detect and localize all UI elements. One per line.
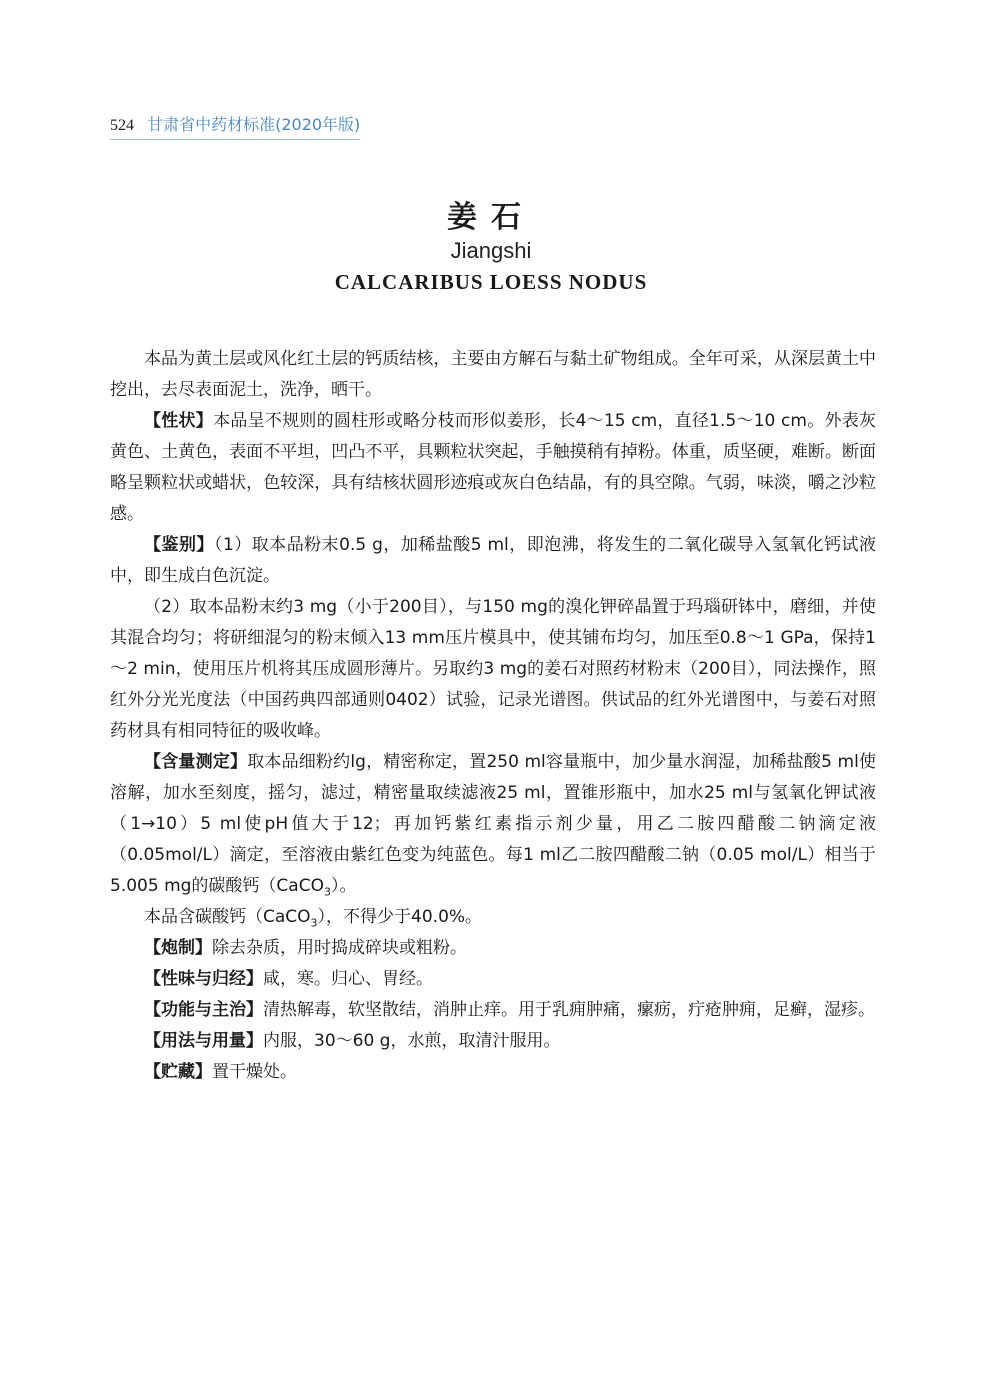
- property-paragraph: [110, 964, 876, 995]
- description-paragraph: [110, 406, 876, 530]
- storage-text: 置干燥处。: [212, 1062, 297, 1082]
- description-text: 本品呈不规则的圆柱形或略分枝而形似姜形，长4～15 cm，直径1.5～10 cm。外表灰黄色、土黄色，表面不平坦，凹凸不平，具颗粒状突起，手触摸稍有掉粉。体重，质坚硬，难断。断面略呈颗粒状或蜡状，色较深，具有结核状圆形迹痕或灰白色结晶，有的具空隙。气弱，味淡，嚼之沙粒感。: [110, 411, 876, 524]
- dosage-label: 【用法与用量】: [144, 1031, 263, 1051]
- identification-paragraph-1: [110, 530, 876, 592]
- storage-paragraph: [110, 1057, 876, 1088]
- processing-label: 【炮制】: [144, 938, 212, 958]
- dosage-text: 内服，30～60 g，水煎，取清汁服用。: [263, 1031, 561, 1051]
- book-title: 甘肃省中药材标准(2020年版): [147, 115, 361, 134]
- content-limit-text-end: ），不得少于40.0%。: [317, 907, 483, 927]
- processing-paragraph: [110, 933, 876, 964]
- identification-text-1: （1）取本品粉末0.5 g，加稀盐酸5 ml，即泡沸，将发生的二氧化碳导入氢氧化钙试液中，即生成白色沉淀。: [110, 535, 876, 586]
- monograph-title-latin: CALCARIBUS LOESS NODUS: [334, 270, 648, 294]
- content-limit-paragraph: [110, 902, 876, 933]
- function-paragraph: [110, 995, 876, 1026]
- storage-label: 【贮藏】: [144, 1062, 212, 1082]
- assay-paragraph: [110, 747, 876, 902]
- page-number: 524: [110, 117, 134, 134]
- identification-paragraph-2: （2）取本品粉末约3 mg（小于200目），与150 mg的溴化钾碎晶置于玛瑙研钵中，磨细，并使其混合均匀；将研细混匀的粉末倾入13 mm压片模具中，使其铺布均匀，加压至0.8～1 GPa，保持1～2 min，使用压片机将其压成圆形薄片。另取约3 mg的姜石对照药材粉末（200目），同法操作，照红外分光光度法（中国药典四部通则0402）试验，记录光谱图。供试品的红外光谱图中，与姜石对照药材具有相同特征的吸收峰。: [110, 597, 876, 741]
- assay-text-end: ）。: [330, 876, 357, 896]
- content-limit-text: 本品含碳酸钙（CaCO: [144, 907, 311, 927]
- monograph-title-chinese: 姜石: [447, 200, 535, 235]
- assay-label: 【含量测定】: [144, 752, 248, 772]
- monograph-title-pinyin: Jiangshi: [450, 238, 532, 263]
- property-label: 【性味与归经】: [144, 969, 263, 989]
- description-label: 【性状】: [144, 411, 214, 431]
- intro-paragraph: 本品为黄土层或风化红土层的钙质结核，主要由方解石与黏土矿物组成。全年可采，从深层黄土中挖出，去尽表面泥土，洗净，晒干。: [110, 349, 876, 400]
- monograph-body: [110, 344, 876, 1088]
- property-text: 咸，寒。归心、胃经。: [263, 969, 433, 989]
- identification-label: 【鉴别】: [144, 535, 214, 555]
- function-text: 清热解毒，软坚散结，消肿止痒。用于乳痈肿痛，瘰疬，疔疮肿痈，足癣，湿疹。: [263, 1000, 875, 1020]
- dosage-paragraph: [110, 1026, 876, 1057]
- running-header: [110, 112, 360, 140]
- function-label: 【功能与主治】: [144, 1000, 263, 1020]
- assay-subscript: 3: [323, 885, 331, 899]
- assay-text: 取本品细粉约lg，精密称定，置250 ml容量瓶中，加少量水润湿，加稀盐酸5 ml使溶解，加水至刻度，摇匀，滤过，精密量取续滤液25 ml，置锥形瓶中，加水25 ml与氢氧化钾试液（1→10）5 ml使pH值大于12；再加钙紫红素指示剂少量，用乙二胺四醋酸二钠滴定液（0.05mol/L）滴定，至溶液由紫红色变为纯蓝色。每1 ml乙二胺四醋酸二钠（0.05 mol/L）相当于5.005 mg的碳酸钙（CaCO: [110, 752, 877, 896]
- processing-text: 除去杂质，用时捣成碎块或粗粉。: [212, 938, 467, 958]
- content-limit-subscript: 3: [310, 916, 318, 930]
